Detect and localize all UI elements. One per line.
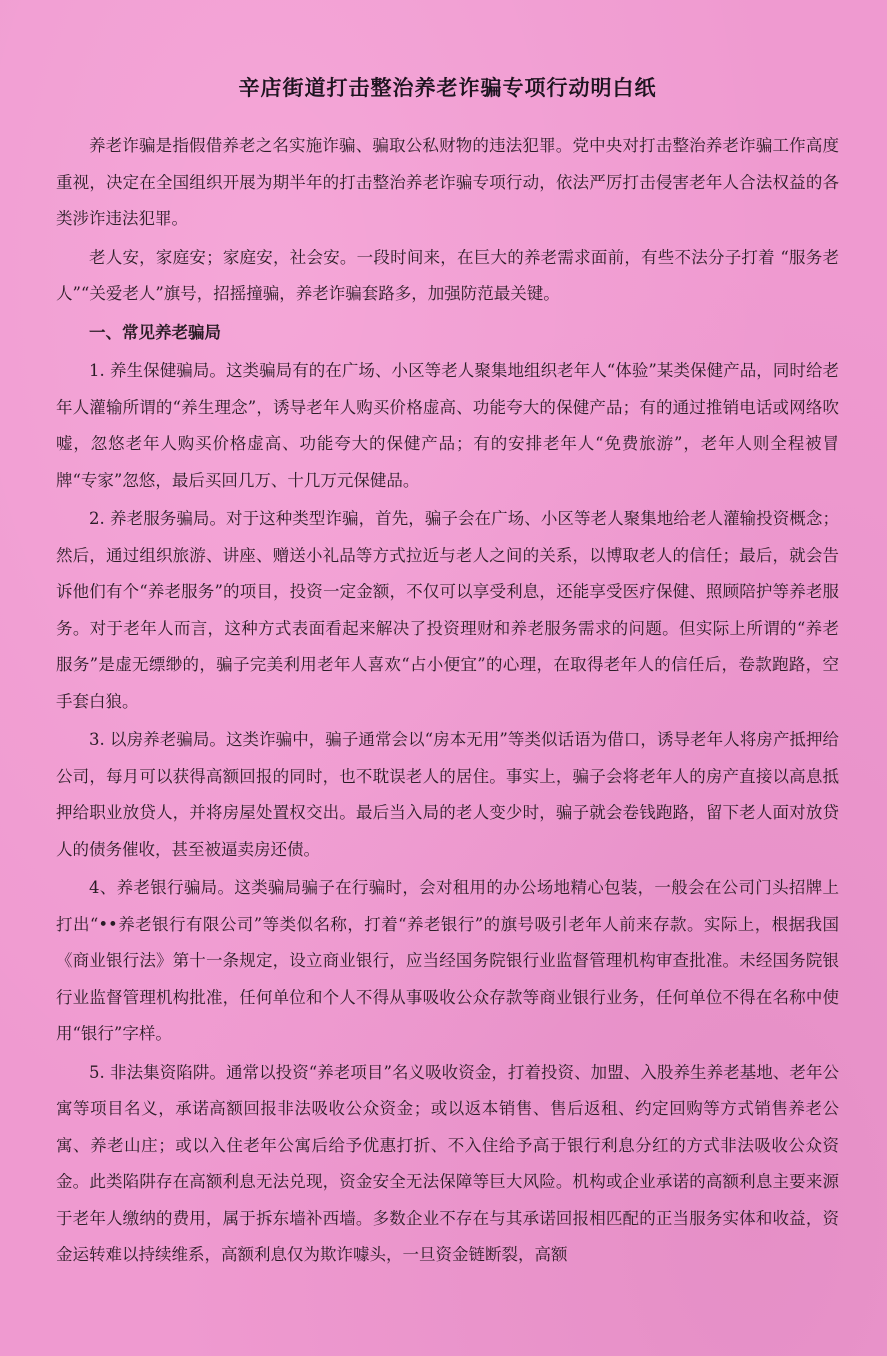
- intro-paragraph-2: 老人安，家庭安；家庭安，社会安。一段时间来，在巨大的养老需求面前，有些不法分子打着 “服务老人”“关爱老人”旗号，招摇撞骗，养老诈骗套路多，加强防范最关键。: [56, 247, 839, 303]
- scam-item-illegal-fundraising: 5. 非法集资陷阱。通常以投资“养老项目”名义吸收资金，打着投资、加盟、入股养生养老基地、老年公寓等项目名义，承诺高额回报非法吸收公众资金；或以返本销售、售后返租、约定回购等方式销售养老公寓、养老山庄；或以入住老年公寓后给予优惠打折、不入住给予高于银行利息分红的方式非法吸收公众资金。此类陷阱存在高额利息无法兑现，资金安全无法保障等巨大风险。机构或企业承诺的高额利息主要来源于老年人缴纳的费用，属于拆东墙补西墙。多数企业不存在与其承诺回报相匹配的正当服务实体和收益，资金运转难以持续维系，高额利息仅为欺诈噱头，一旦资金链断裂，高额: [56, 1062, 839, 1264]
- document-title: 辛店街道打击整治养老诈骗专项行动明白纸: [238, 76, 657, 100]
- intro-paragraph-1: 养老诈骗是指假借养老之名实施诈骗、骗取公私财物的违法犯罪。党中央对打击整治养老诈骗工作高度重视，决定在全国组织开展为期半年的打击整治养老诈骗专项行动，依法严厉打击侵害老年人合法权益的各类涉诈违法犯罪。: [56, 136, 839, 228]
- scam-item-health-products: 1. 养生保健骗局。这类骗局有的在广场、小区等老人聚集地组织老年人“体验”某类保健产品，同时给老年人灌输所谓的“养生理念”，诱导老年人购买价格虚高、功能夸大的保健产品；有的通过推销电话或网络吹嘘，忽悠老年人购买价格虚高、功能夸大的保健产品；有的安排老年人“免费旅游”，老年人则全程被冒牌“专家”忽悠，最后买回几万、十几万元保健品。: [56, 361, 839, 490]
- scam-item-pension-bank: 4、养老银行骗局。这类骗局骗子在行骗时，会对租用的办公场地精心包装，一般会在公司门头招牌上打出“••养老银行有限公司”等类似名称，打着“养老银行”的旗号吸引老年人前来存款。实际上，根据我国《商业银行法》第十一条规定，设立商业银行，应当经国务院银行业监督管理机构审查批准。未经国务院银行业监督管理机构批准，任何单位和个人不得从事吸收公众存款等商业银行业务，任何单位不得在名称中使用“银行”字样。: [56, 878, 839, 1043]
- scam-item-house-mortgage: 3. 以房养老骗局。这类诈骗中，骗子通常会以“房本无用”等类似话语为借口，诱导老年人将房产抵押给公司，每月可以获得高额回报的同时，也不耽误老人的居住。事实上，骗子会将老年人的房产直接以高息抵押给职业放贷人，并将房屋处置权交出。最后当入局的老人变少时，骗子就会卷钱跑路，留下老人面对放贷人的债务催收，甚至被逼卖房还债。: [56, 730, 839, 859]
- section-heading-common-scams: 一、常见养老骗局: [89, 322, 221, 342]
- scam-item-elderly-services: 2. 养老服务骗局。对于这种类型诈骗，首先，骗子会在广场、小区等老人聚集地给老人灌输投资概念；然后，通过组织旅游、讲座、赠送小礼品等方式拉近与老人之间的关系，以博取老人的信任；最后，就会告诉他们有个“养老服务”的项目，投资一定金额，不仅可以享受利息，还能享受医疗保健、照顾陪护等养老服务。对于老年人而言，这种方式表面看起来解决了投资理财和养老服务需求的问题。但实际上所谓的“养老服务”是虚无缥缈的，骗子完美利用老年人喜欢“占小便宜”的心理，在取得老年人的信任后，卷款跑路，空手套白狼。: [56, 509, 839, 711]
